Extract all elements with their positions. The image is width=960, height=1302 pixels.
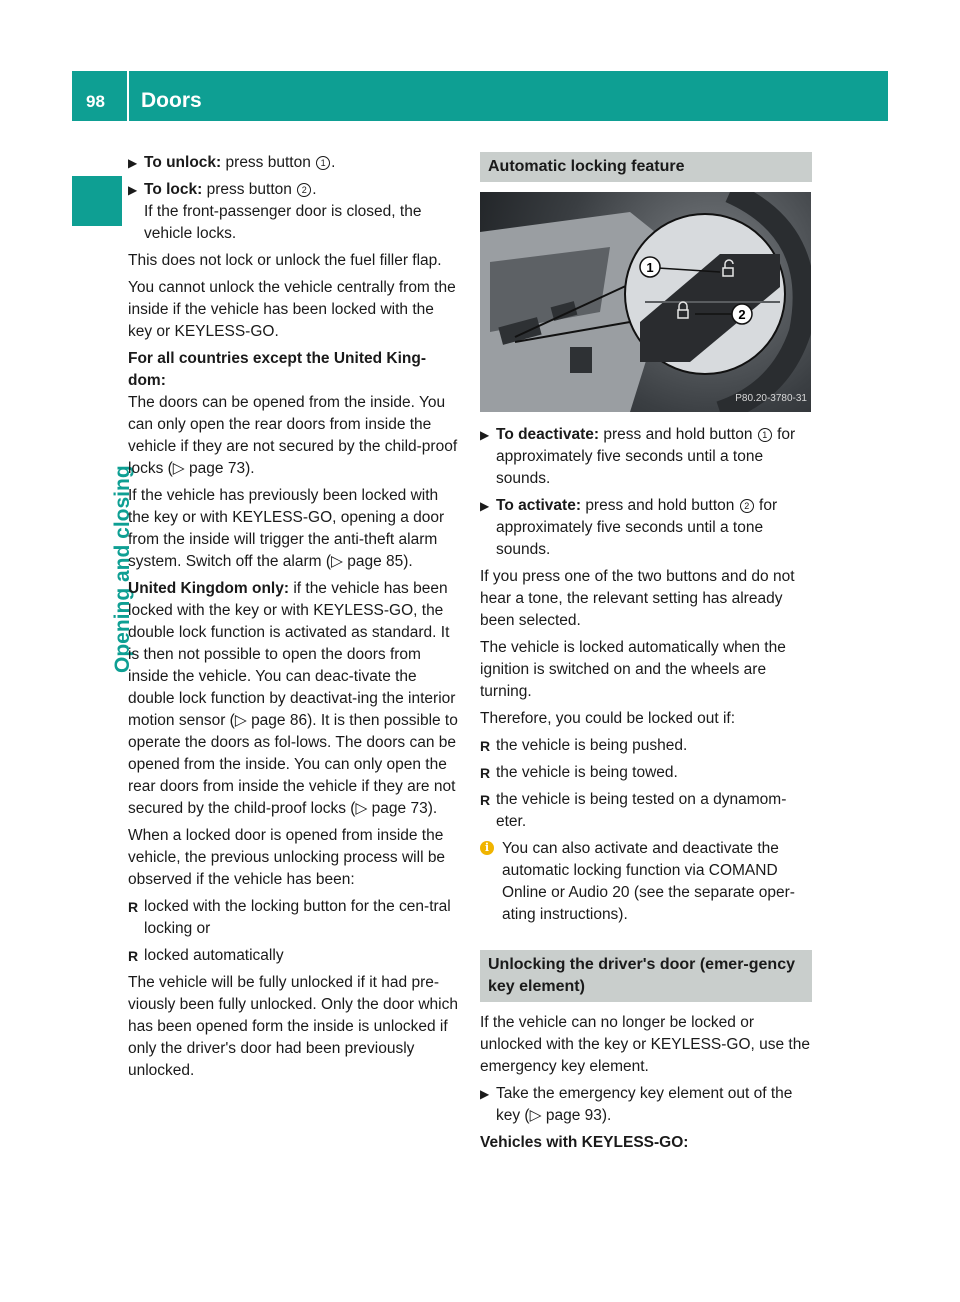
bullet-icon: R — [480, 792, 491, 808]
page-ref-link[interactable]: page 73 — [189, 460, 246, 477]
step-take-key: ▶ Take the emergency key element out of the key (▷ page 93). — [480, 1085, 793, 1124]
header-divider — [127, 71, 129, 121]
page-number: 98 — [86, 92, 105, 111]
page-ref-link[interactable]: page 73 — [371, 800, 428, 817]
ref-arrow-icon: ▷ — [355, 800, 368, 817]
door-buttons-illustration-icon — [480, 192, 811, 412]
step-arrow-icon: ▶ — [480, 1087, 490, 1101]
paragraph: Therefore, you could be locked out if: — [480, 710, 736, 727]
step-deactivate: ▶ To deactivate: press and hold button 1 for approximately five seconds until a tone sounds. — [480, 426, 796, 487]
list-item: R the vehicle is being tested on a dynamom-eter. — [480, 791, 787, 830]
step-arrow-icon: ▶ — [480, 499, 490, 513]
ref-arrow-icon: ▷ — [234, 712, 247, 729]
callout-2-icon: 2 — [740, 499, 754, 513]
info-note: i You can also activate and deactivate the automatic locking function via COMAND Online or Audio 20 (see the separate oper-ating instructions). — [480, 838, 812, 926]
lock-note: If the front-passenger door is closed, the vehicle locks. — [144, 203, 422, 242]
paragraph: This does not lock or unlock the fuel filler flap. — [128, 252, 442, 269]
figure-code: P80.20-3780-31 — [735, 393, 807, 404]
section-heading: Unlocking the driver's door (emer-gency key element) — [480, 950, 812, 1002]
section-heading: Automatic locking feature — [480, 152, 812, 182]
bullet-icon: R — [480, 738, 491, 754]
sidebar — [72, 121, 134, 721]
bullet-icon: R — [128, 899, 139, 915]
door-panel-figure — [480, 192, 811, 412]
paragraph: You cannot unlock the vehicle centrally from the inside if the vehicle has been locked with the key or KEYLESS-GO. — [128, 279, 456, 340]
paragraph: United Kingdom only: if the vehicle has been locked with the key or with KEYLESS-GO, the double lock function is activated as standard. It is then not possible to open the doors from inside the vehicle. You can deac-tivate the double lock function by deactivat-ing the interior motion sensor (▷ page 86). It is then possible to operate the doors as fol-lows. The doors can be opened from the inside. You can only open the rear doors from inside the vehicle if they are not secured by the child-proof locks (▷ page 73). — [128, 580, 458, 817]
left-column — [128, 152, 460, 1087]
page-ref-link[interactable]: page 86 — [251, 712, 308, 729]
paragraph: The vehicle is locked automatically when the ignition is switched on and the wheels are turning. — [480, 639, 786, 700]
paragraph: If the vehicle has previously been locked with the key or with KEYLESS-GO, opening a door from the inside will trigger the anti-theft alarm system. Switch off the alarm (▷ page 85). — [128, 487, 445, 570]
callout-1-icon: 1 — [316, 156, 330, 170]
step-arrow-icon: ▶ — [480, 428, 490, 442]
step-lock: ▶ To lock: press button 2 . If the front-passenger door is closed, the vehicle locks. — [128, 179, 460, 245]
subheading: Vehicles with KEYLESS-GO: — [480, 1134, 689, 1151]
sidebar-tab — [72, 176, 122, 226]
paragraph: When a locked door is opened from inside the vehicle, the previous unlocking process will be observed if the vehicle has been: — [128, 827, 446, 888]
right-column — [480, 152, 812, 1159]
page-ref-link[interactable]: page 93 — [545, 1107, 602, 1124]
info-icon: i — [480, 841, 494, 855]
paragraph: If you press one of the two buttons and do not hear a tone, the relevant setting has already been selected. — [480, 568, 795, 629]
step-arrow-icon: ▶ — [128, 156, 138, 170]
list-item: R the vehicle is being pushed. — [480, 735, 812, 757]
svg-text:2: 2 — [738, 307, 746, 322]
ref-arrow-icon: ▷ — [172, 460, 185, 477]
sidebar-label: Opening and closing — [111, 465, 134, 673]
step-arrow-icon: ▶ — [128, 183, 138, 197]
list-item: R locked automatically — [128, 945, 460, 967]
ref-arrow-icon: ▷ — [331, 553, 343, 570]
step-activate: ▶ To activate: press and hold button 2 for approximately five seconds until a tone sounds. — [480, 497, 778, 558]
svg-text:1: 1 — [646, 260, 654, 275]
paragraph: The doors can be opened from the inside. You can only open the rear doors from inside the vehicle if they are not secured by the child-proof locks (▷ page 73). — [128, 394, 458, 477]
subheading: For all countries except the United King-dom: — [128, 350, 426, 389]
page-ref-link[interactable]: page 85 — [347, 553, 404, 570]
step-unlock: ▶ To unlock: press button 1 . — [128, 152, 460, 174]
list-item: R locked with the locking button for the cen-tral locking or — [128, 898, 451, 937]
paragraph: If the vehicle can no longer be locked or unlocked with the key or KEYLESS-GO, use the emergency key element. — [480, 1014, 810, 1075]
bullet-icon: R — [480, 765, 491, 781]
list-item: R the vehicle is being towed. — [480, 762, 812, 784]
ref-arrow-icon: ▷ — [529, 1107, 542, 1124]
callout-2-icon: 2 — [297, 183, 311, 197]
callout-1-icon: 1 — [758, 428, 772, 442]
chapter-title: Doors — [141, 89, 202, 112]
paragraph: The vehicle will be fully unlocked if it had pre-viously been fully unlocked. Only the door which has been opened form the inside is unlocked if only the driver's door had been previously unlocked. — [128, 974, 458, 1079]
page-header — [72, 71, 888, 121]
bullet-icon: R — [128, 948, 139, 964]
